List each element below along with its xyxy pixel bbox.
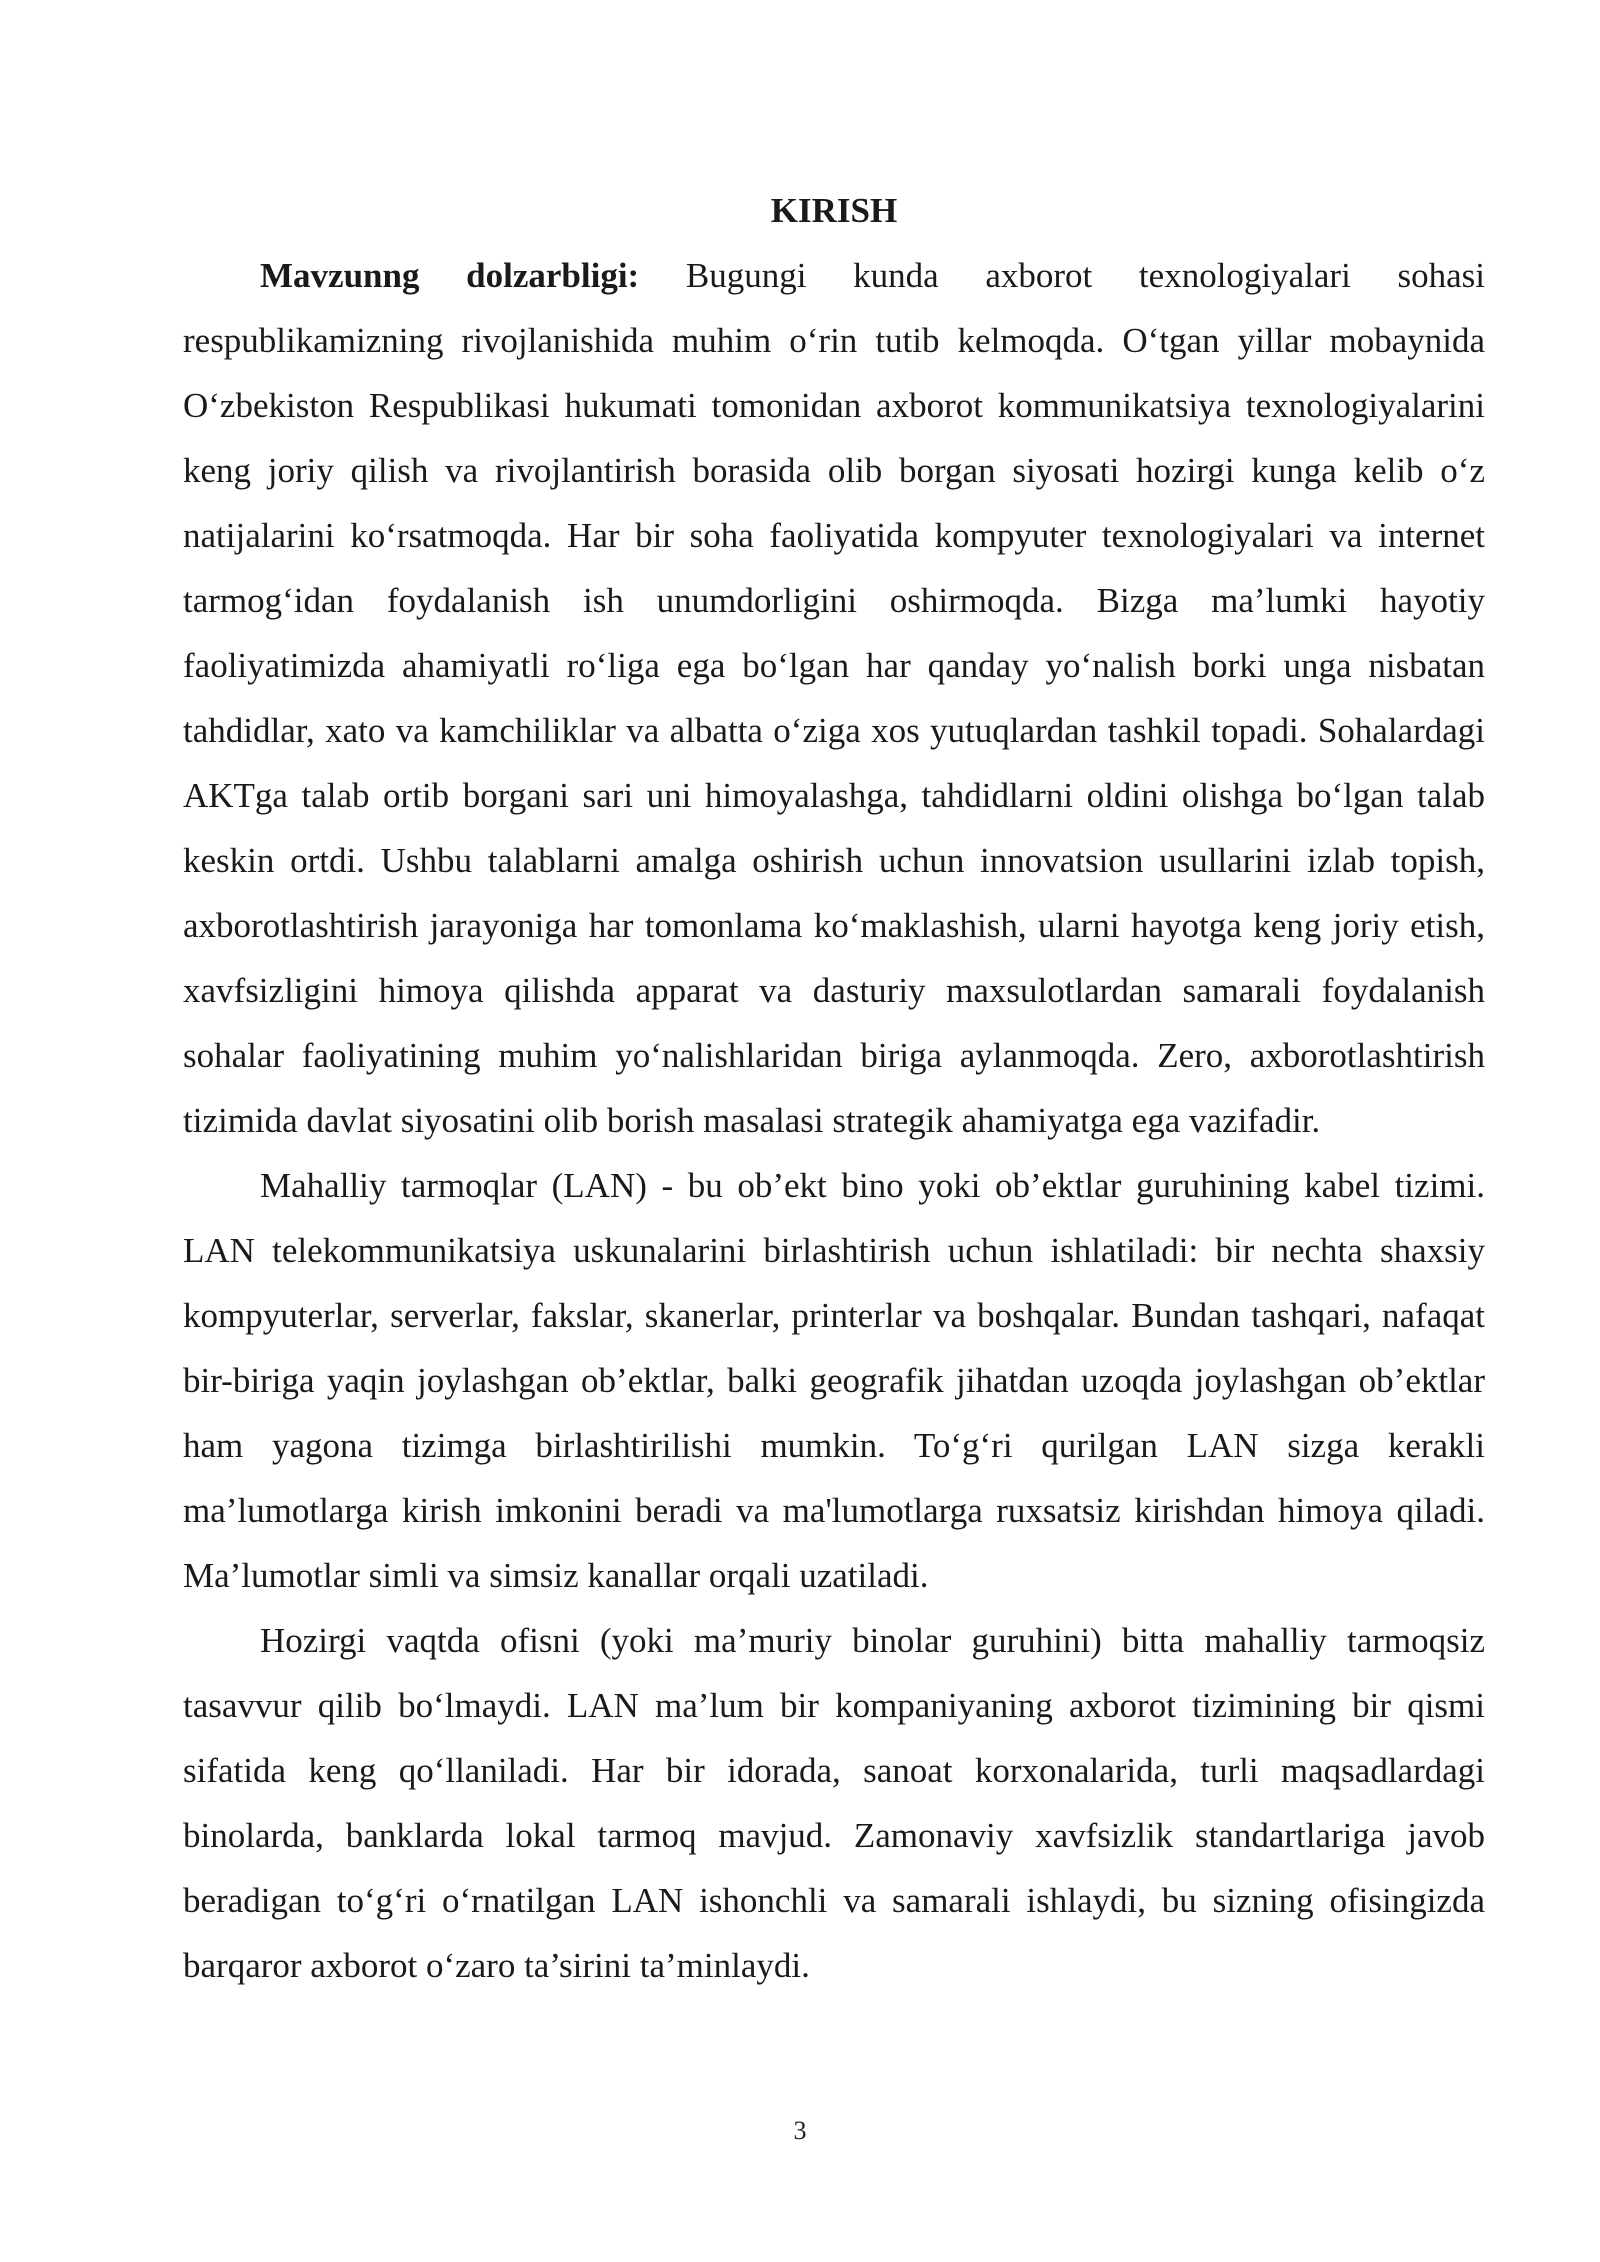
- paragraph-text: Bugungi kunda axborot texnologiyalari sohasi respublikamizning rivojlanishida muhim o‘rin tutib kelmoqda. O‘tgan yillar mobaynida O‘zbekiston Respublikasi hukumati tomonidan axborot kommunikatsiya texnologiyalarini keng joriy qilish va rivojlantirish borasida olib borgan siyosati hozirgi kunga kelib o‘z natijalarini ko‘rsatmoqda. Har bir soha faoliyatida kompyuter texnologiyalari va internet tarmog‘idan foydalanish ish unumdorligini oshirmoqda. Bizga ma’lumki hayotiy faoliyatimizda ahamiyatli ro‘liga ega bo‘lgan har qanday yo‘nalish borki unga nisbatan tahdidlar, xato va kamchiliklar va albatta o‘ziga xos yutuqlardan tashkil topadi. Sohalardagi AKTga talab ortib borgani sari uni himoyalashga, tahdidlarni oldini olishga bo‘lgan talab keskin ortdi. Ushbu talablarni amalga oshirish uchun innovatsion usullarini izlab topish, axborotlashtirish jarayoniga har tomonlama ko‘maklashish, ularni hayotga keng joriy etish, xavfsizligini himoya qilishda apparat va dasturiy maxsulotlardan samarali foydalanish sohalar faoliyatining muhim yo‘nalishlaridan biriga aylanmoqda. Zero, axborotlashtirish tizimida davlat siyosatini olib borish masalasi strategik ahamiyatga ega vazifadir.: [183, 256, 1485, 1140]
- section-title: KIRISH: [770, 191, 898, 230]
- paragraph-lead: Mavzunng dolzarbligi:: [260, 256, 640, 295]
- paragraph-relevance: [183, 243, 1485, 1153]
- paragraph-text: Mahalliy tarmoqlar (LAN) - bu ob’ekt bino yoki ob’ektlar guruhining kabel tizimi. LAN telekommunikatsiya uskunalarini birlashtirish uchun ishlatiladi: bir nechta shaxsiy kompyuterlar, serverlar, fakslar, skanerlar, printerlar va boshqalar. Bundan tashqari, nafaqat bir-biriga yaqin joylashgan ob’ektlar, balki geografik jihatdan uzoqda joylashgan ob’ektlar ham yagona tizimga birlashtirilishi mumkin. To‘g‘ri qurilgan LAN sizga kerakli ma’lumotlarga kirish imkonini beradi va ma'lumotlarga ruxsatsiz kirishdan himoya qiladi. Ma’lumotlar simli va simsiz kanallar orqali uzatiladi.: [183, 1166, 1485, 1595]
- paragraph-text: Hozirgi vaqtda ofisni (yoki ma’muriy binolar guruhini) bitta mahalliy tarmoqsiz tasavvur qilib bo‘lmaydi. LAN ma’lum bir kompaniyaning axborot tizimining bir qismi sifatida keng qo‘llaniladi. Har bir idorada, sanoat korxonalarida, turli maqsadlardagi binolarda, banklarda lokal tarmoq mavjud. Zamonaviy xavfsizlik standartlariga javob beradigan to‘g‘ri o‘rnatilgan LAN ishonchli va samarali ishlaydi, bu sizning ofisingizda barqaror axborot o‘zaro ta’sirini ta’minlaydi.: [183, 1621, 1485, 1985]
- paragraph-lan-definition: [183, 1153, 1485, 1608]
- page-content: [183, 178, 1485, 1998]
- page-number: 3: [793, 2116, 807, 2145]
- paragraph-lan-usage: [183, 1608, 1485, 1998]
